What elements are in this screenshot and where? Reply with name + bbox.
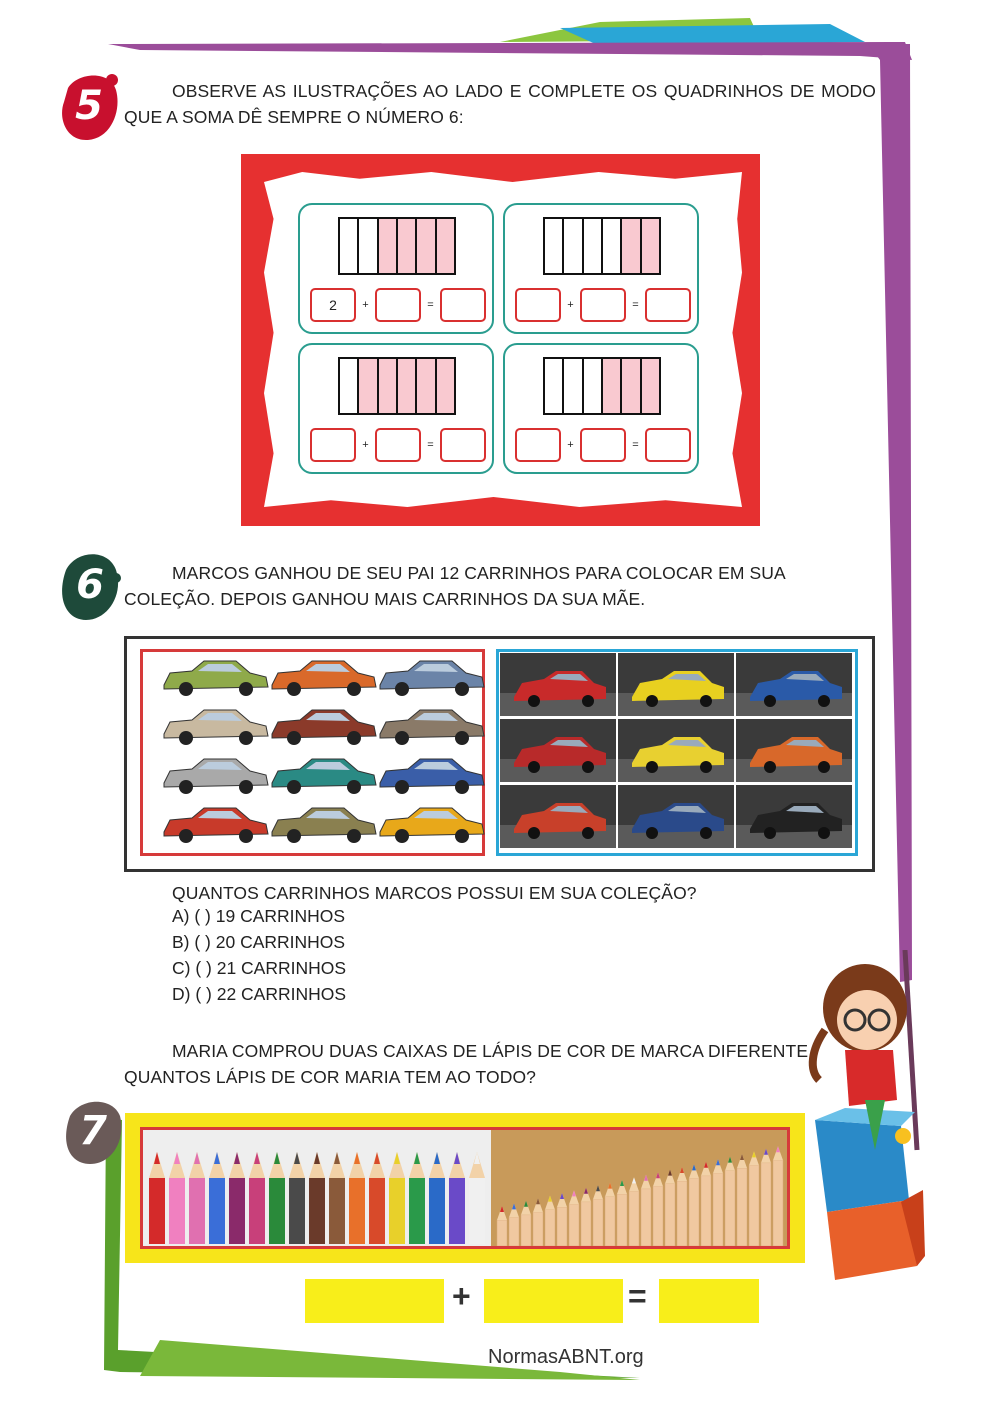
q5-bar-cell <box>545 219 564 273</box>
q5-bar-cell <box>642 359 659 413</box>
q5-bar-cell <box>584 219 603 273</box>
q5-plus-sign: + <box>567 439 574 451</box>
colored-pencil <box>533 1198 543 1246</box>
q5-card <box>503 343 699 474</box>
colored-pencil <box>665 1170 675 1246</box>
colored-pencil <box>429 1152 445 1244</box>
q5-bar-model <box>338 357 456 415</box>
q5-bar-cell <box>340 219 359 273</box>
toy-car-photo <box>500 719 616 782</box>
q5-answer-box-result[interactable] <box>645 428 691 462</box>
colored-pencil <box>593 1185 603 1246</box>
q5-card <box>298 343 494 474</box>
q5-bar-cell <box>379 219 398 273</box>
equals-sign: = <box>628 1278 647 1314</box>
toy-car <box>158 802 272 865</box>
toy-car-photo <box>618 653 734 716</box>
colored-pencil <box>581 1188 591 1246</box>
colored-pencil <box>209 1152 225 1244</box>
colored-pencil <box>689 1164 699 1246</box>
colored-pencil <box>713 1159 723 1246</box>
q5-bar-cell <box>417 219 436 273</box>
colored-pencil <box>409 1152 425 1244</box>
colored-pencil <box>701 1162 711 1246</box>
answer-option[interactable]: C) ( ) 21 CARRINHOS <box>172 958 347 978</box>
colored-pencil <box>557 1193 567 1246</box>
q5-bar-cell <box>437 359 454 413</box>
q5-plus-sign: + <box>362 299 369 311</box>
colored-pencil <box>653 1172 663 1246</box>
q5-bar-model <box>338 217 456 275</box>
q5-answer-box-2[interactable] <box>580 288 626 322</box>
q5-bar-cell <box>603 359 622 413</box>
q5-plus-sign: + <box>567 299 574 311</box>
colored-pencil <box>521 1201 531 1246</box>
q5-equals-sign: = <box>632 439 639 451</box>
q5-bar-cell <box>545 359 564 413</box>
q5-answer-box-result[interactable] <box>440 428 486 462</box>
q5-bar-cell <box>622 359 641 413</box>
toy-car-photo <box>736 719 852 782</box>
toy-car-photo <box>618 785 734 848</box>
q5-card <box>503 203 699 334</box>
q5-bar-model <box>543 357 661 415</box>
colored-pencil <box>329 1152 345 1244</box>
q5-card <box>298 203 494 334</box>
answer-option[interactable]: D) ( ) 22 CARRINHOS <box>172 984 347 1004</box>
q5-equals-sign: = <box>632 299 639 311</box>
colored-pencil <box>605 1183 615 1246</box>
colored-pencil <box>149 1152 165 1244</box>
question-6-text: MARCOS GANHOU DE SEU PAI 12 CARRINHOS PARA COLOCAR EM SUA COLEÇÃO. DEPOIS GANHOU MAIS CARRINHOS DA SUA MÃE. <box>124 563 785 609</box>
toy-car-photo <box>500 785 616 848</box>
pencil-boxes <box>140 1127 790 1249</box>
colored-pencil <box>309 1152 325 1244</box>
answer-box-2[interactable] <box>484 1279 623 1323</box>
question-7-badge <box>62 1096 124 1166</box>
q5-bar-model <box>543 217 661 275</box>
colored-pencil <box>249 1152 265 1244</box>
q5-bar-cell <box>417 359 436 413</box>
colored-pencil <box>229 1152 245 1244</box>
q5-bar-cell <box>642 219 659 273</box>
toy-car-photo <box>736 653 852 716</box>
colored-pencil <box>617 1180 627 1246</box>
q5-bar-cell <box>359 219 378 273</box>
colored-pencil <box>269 1152 285 1244</box>
q5-equation <box>310 287 486 323</box>
colored-pencil <box>737 1154 747 1246</box>
colored-pencil <box>369 1152 385 1244</box>
q5-answer-box-result[interactable] <box>645 288 691 322</box>
q5-answer-box-2[interactable] <box>375 288 421 322</box>
q5-plus-sign: + <box>362 439 369 451</box>
girl-on-blocks-illustration <box>805 950 945 1280</box>
q5-answer-box-result[interactable] <box>440 288 486 322</box>
q5-answer-box-1[interactable] <box>310 428 356 462</box>
q5-equation <box>515 287 691 323</box>
answer-box-result[interactable] <box>659 1279 759 1323</box>
colored-pencil <box>641 1175 651 1246</box>
answer-box-1[interactable] <box>305 1279 444 1323</box>
toy-car <box>266 802 380 865</box>
toy-car-photo <box>500 653 616 716</box>
question-5-text: OBSERVE AS ILUSTRAÇÕES AO LADO E COMPLETE OS QUADRINHOS DE MODO QUE A SOMA DÊ SEMPRE O NÚMERO 6: <box>124 81 876 127</box>
colored-pencil <box>773 1146 783 1246</box>
q5-equals-sign: = <box>427 299 434 311</box>
colored-pencil <box>349 1152 365 1244</box>
q5-equation <box>310 427 486 463</box>
q5-bar-cell <box>603 219 622 273</box>
footer-site: NormasABNT.org <box>488 1346 644 1368</box>
plus-sign: + <box>452 1278 471 1314</box>
colored-pencil <box>725 1157 735 1246</box>
colored-pencil <box>469 1152 485 1244</box>
colored-pencil <box>677 1167 687 1246</box>
colored-pencil <box>509 1203 519 1246</box>
question-6-number: 6 <box>76 562 104 608</box>
q5-equation <box>515 427 691 463</box>
q5-bar-cell <box>398 359 417 413</box>
q5-bar-cell <box>564 219 583 273</box>
pencils-illustration <box>143 1130 787 1246</box>
q5-bar-cell <box>622 219 641 273</box>
q5-bar-cell <box>437 219 454 273</box>
toy-car <box>374 802 488 865</box>
toy-car-photo <box>736 785 852 848</box>
colored-pencil <box>289 1152 305 1244</box>
answer-option[interactable]: B) ( ) 20 CARRINHOS <box>172 932 346 952</box>
colored-pencil <box>569 1190 579 1246</box>
q5-answer-box-1[interactable] <box>515 288 561 322</box>
toy-car-photo <box>618 719 734 782</box>
colored-pencil <box>761 1149 771 1246</box>
colored-pencil <box>389 1152 405 1244</box>
q5-bar-cell <box>584 359 603 413</box>
question-6-prompt: QUANTOS CARRINHOS MARCOS POSSUI EM SUA COLEÇÃO? <box>172 883 697 903</box>
q5-answer-box-1[interactable]: 2 <box>310 288 356 322</box>
question-5-number: 5 <box>75 83 103 129</box>
answer-option[interactable]: A) ( ) 19 CARRINHOS <box>172 906 346 926</box>
colored-pencil <box>545 1196 555 1246</box>
q5-bar-cell <box>564 359 583 413</box>
colored-pencil <box>449 1152 465 1244</box>
q5-answer-box-1[interactable] <box>515 428 561 462</box>
q5-answer-box-2[interactable] <box>580 428 626 462</box>
question-7-number: 7 <box>79 1108 107 1154</box>
colored-pencil <box>497 1206 507 1246</box>
q5-equals-sign: = <box>427 439 434 451</box>
colored-pencil <box>169 1152 185 1244</box>
q5-bar-cell <box>359 359 378 413</box>
colored-pencil <box>749 1151 759 1246</box>
question-6-badge <box>58 548 122 622</box>
q5-answer-box-2[interactable] <box>375 428 421 462</box>
q5-bar-cell <box>340 359 359 413</box>
q5-bar-cell <box>398 219 417 273</box>
question-7-text: MARIA COMPROU DUAS CAIXAS DE LÁPIS DE COR DE MARCA DIFERENTE. QUANTOS LÁPIS DE COR MARIA TEM AO TODO? <box>124 1041 814 1087</box>
q5-bar-cell <box>379 359 398 413</box>
question-5-badge <box>58 70 120 142</box>
colored-pencil <box>189 1152 205 1244</box>
colored-pencil <box>629 1177 639 1246</box>
